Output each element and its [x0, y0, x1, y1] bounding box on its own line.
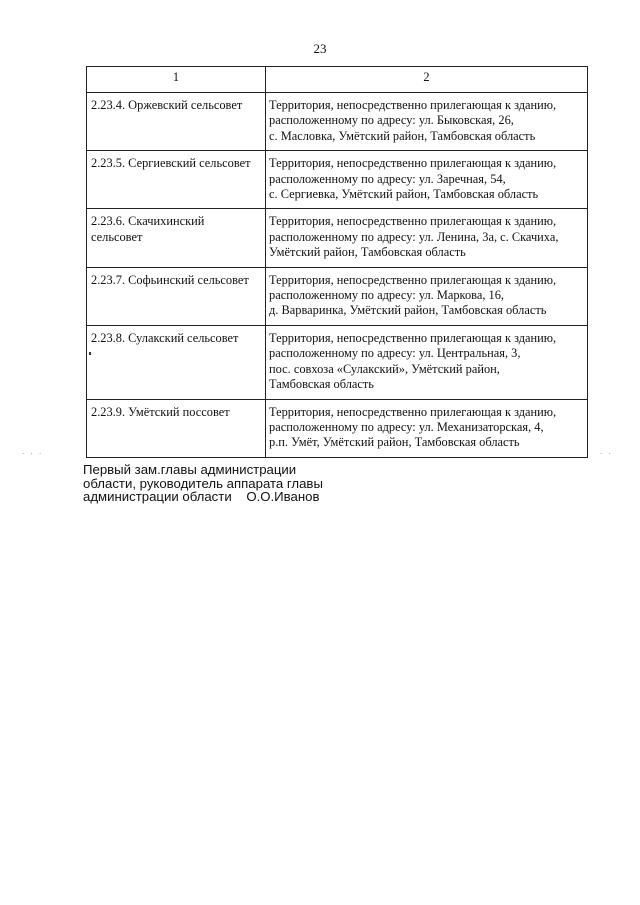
address-line: расположенному по адресу: ул. Механизаторская, 4,: [269, 419, 544, 434]
table-row: [87, 267, 588, 325]
address-line: д. Варваринка, Умётский район, Тамбовская область: [269, 303, 547, 318]
column-header-2: 2: [266, 67, 588, 93]
municipality-name: [87, 209, 266, 267]
address-line: Территория, непосредственно прилегающая к зданию,: [269, 214, 557, 229]
address-line: Тамбовская область: [269, 377, 374, 392]
territory-address: [266, 325, 588, 399]
signature-block: [83, 463, 323, 504]
address-line: расположенному по адресу: ул. Заречная, 54,: [269, 171, 506, 186]
signature-line-role: области, руководитель аппарата главы: [83, 475, 323, 491]
page-number: 23: [313, 41, 327, 56]
address-line: Территория, непосредственно прилегающая к зданию,: [269, 98, 557, 112]
address-line: Территория, непосредственно прилегающая к зданию,: [269, 404, 557, 419]
territory-address: [266, 267, 588, 325]
address-line: с. Сергиевка, Умётский район, Тамбовская область: [269, 187, 539, 202]
municipality-name: 2.23.7. Софьинский сельсовет: [87, 267, 266, 325]
address-line: расположенному по адресу: ул. Ленина, 3а, с. Скачиха,: [269, 229, 559, 244]
address-line: Территория, непосредственно прилегающая к зданию,: [269, 272, 557, 287]
municipality-address-table: [86, 66, 588, 458]
territory-address: [266, 399, 588, 457]
table-header-row: [87, 67, 588, 93]
address-line: р.п. Умёт, Умётский район, Тамбовская область: [269, 435, 520, 450]
territory-address: [266, 209, 588, 267]
table-row: [87, 209, 588, 267]
scan-noise: . . .: [22, 446, 44, 456]
address-line: Территория, непосредственно прилегающая к зданию,: [269, 330, 557, 345]
address-line: расположенному по адресу: ул. Маркова, 16,: [269, 288, 505, 303]
table-row: [87, 151, 588, 209]
address-line: Территория, непосредственно прилегающая к зданию,: [269, 156, 557, 171]
municipality-name: 2.23.5. Сергиевский сельсовет: [87, 151, 266, 209]
scan-noise: . .: [600, 446, 613, 456]
municipality-name-line: сельсовет: [91, 229, 143, 244]
table-row: [87, 93, 588, 151]
address-line: пос. совхоза «Сулакский», Умётский район,: [269, 361, 500, 376]
municipality-name: 2.23.8. Сулакский сельсовет: [87, 325, 266, 399]
signature-line-name: администрации области О.О.Иванов: [83, 489, 320, 504]
address-line: с. Масловка, Умётский район, Тамбовская область: [269, 128, 536, 143]
table-row: [87, 325, 588, 399]
address-line: расположенному по адресу: ул. Центральная, 3,: [269, 346, 521, 361]
table-row: [87, 399, 588, 457]
address-line: расположенному по адресу: ул. Быковская, 26,: [269, 113, 514, 128]
municipality-name-line: 2.23.6. Скачихинский: [91, 214, 205, 229]
signature-line-position: Первый зам.главы администрации: [83, 462, 297, 477]
territory-address: [266, 151, 588, 209]
municipality-name: 2.23.4. Оржевский сельсовет: [87, 93, 266, 151]
address-line: Умётский район, Тамбовская область: [269, 245, 466, 260]
column-header-1: 1: [87, 67, 266, 93]
municipality-name: 2.23.9. Умётский поссовет: [87, 399, 266, 457]
scan-speck: [89, 352, 91, 355]
territory-address: [266, 93, 588, 151]
